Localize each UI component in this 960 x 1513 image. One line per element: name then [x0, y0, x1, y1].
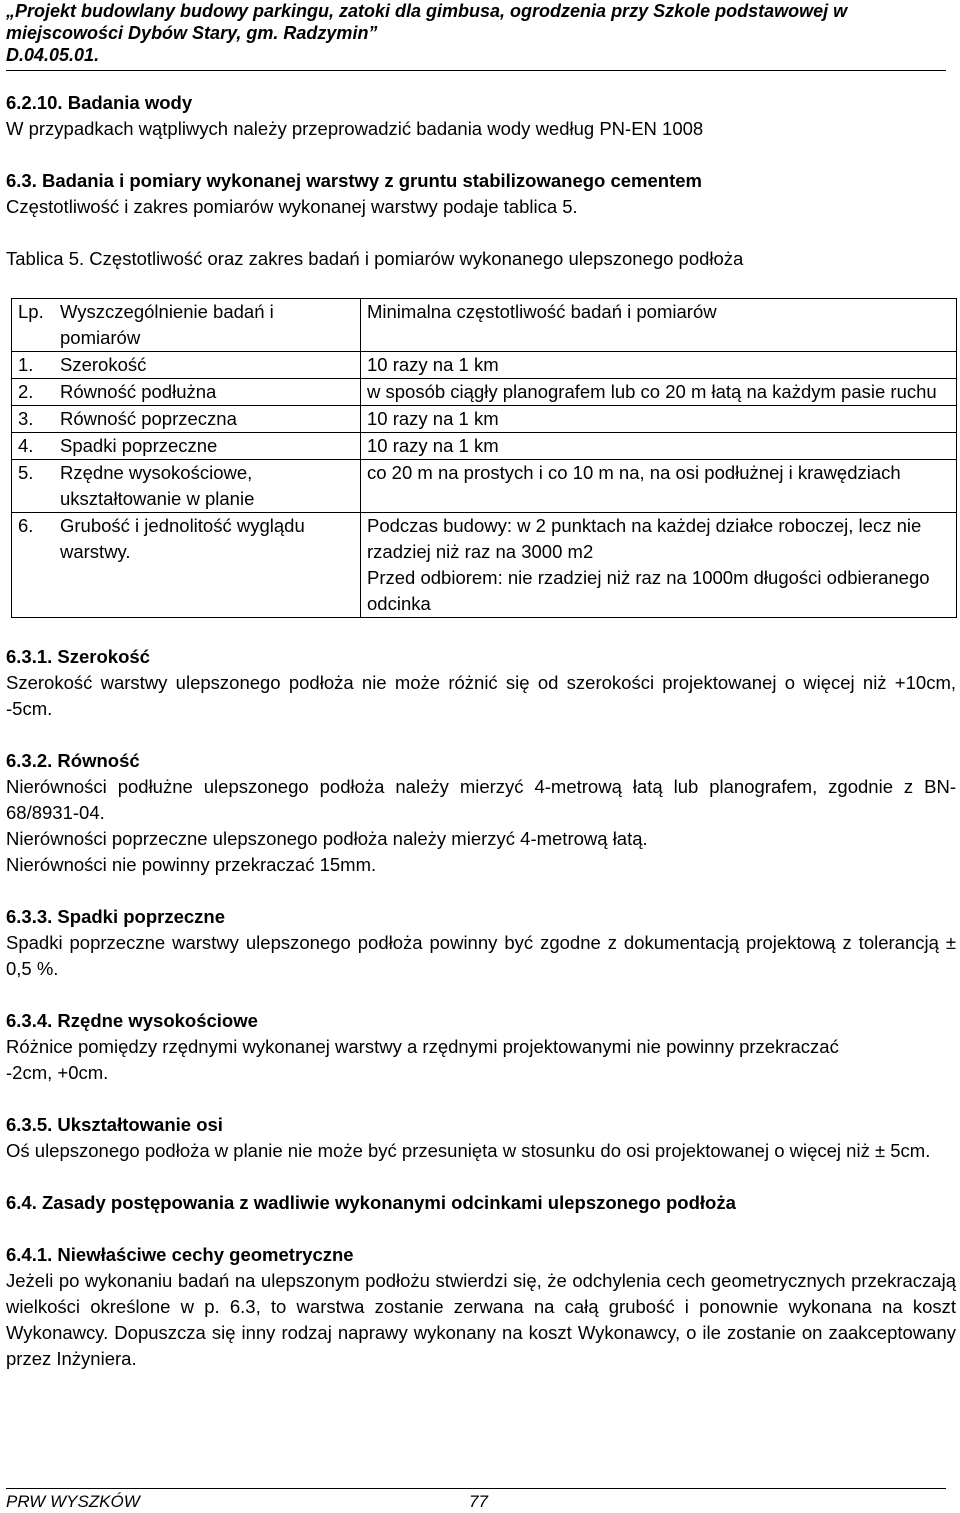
table-row	[12, 460, 957, 513]
table-header-row	[12, 299, 957, 352]
header-frequency: Minimalna częstotliwość badań i pomiarów	[361, 299, 957, 352]
row-frequency	[361, 513, 957, 618]
row-name: Grubość i jednolitość wyglądu warstwy.	[60, 513, 361, 618]
table-row	[12, 433, 957, 460]
table-row	[12, 513, 957, 618]
row-frequency: w sposób ciągły planografem lub co 20 m łatą na każdym pasie ruchu	[361, 379, 957, 406]
footer-label: PRW WYSZKÓW	[6, 1492, 140, 1511]
table-row	[12, 379, 957, 406]
row-name: Równość poprzeczna	[60, 406, 361, 433]
row-lp: 3.	[12, 406, 61, 433]
section-text-6-3-1: Szerokość warstwy ulepszonego podłoża nie może różnić się od szerokości projektowanej o więcej niż +10cm, -5cm.	[6, 672, 956, 719]
section-heading-6-3-1: 6.3.1. Szerokość	[6, 646, 150, 667]
header-name: Wyszczególnienie badań i pomiarów	[60, 299, 361, 352]
row-lp: 5.	[12, 460, 61, 513]
table-caption: Tablica 5. Częstotliwość oraz zakres badań i pomiarów wykonanego ulepszonego podłoża	[6, 248, 744, 269]
row-frequency-acceptance: Przed odbiorem: nie rzadziej niż raz na 1000m długości odbieranego odcinka	[367, 567, 930, 614]
row-name: Szerokość	[60, 352, 361, 379]
header-lp: Lp.	[12, 299, 61, 352]
page-header	[6, 0, 946, 71]
section-text-6-3-2-b: Nierówności poprzeczne ulepszonego podłoża należy mierzyć 4-metrową łatą.	[6, 828, 648, 849]
section-text-6-3-4-b: -2cm, +0cm.	[6, 1062, 109, 1083]
section-heading-6-2-10: 6.2.10. Badania wody	[6, 92, 193, 113]
measurement-frequency-table	[11, 298, 957, 618]
row-frequency: 10 razy na 1 km	[361, 433, 957, 460]
header-project-line-2: miejscowości Dybów Stary, gm. Radzymin”	[6, 23, 378, 43]
page-number: 77	[469, 1492, 488, 1511]
section-heading-6-3-3: 6.3.3. Spadki poprzeczne	[6, 906, 225, 927]
section-heading-6-3: 6.3. Badania i pomiary wykonanej warstwy z gruntu stabilizowanego cementem	[6, 170, 702, 191]
table-row	[12, 406, 957, 433]
section-text-6-3: Częstotliwość i zakres pomiarów wykonanej warstwy podaje tablica 5.	[6, 196, 578, 217]
row-frequency-construction: Podczas budowy: w 2 punktach na każdej działce roboczej, lecz nie rzadziej niż raz na 3000 m2	[367, 515, 922, 562]
section-text-6-4-1: Jeżeli po wykonaniu badań na ulepszonym podłożu stwierdzi się, że odchylenia cech geometrycznych przekraczają wielkości określone w p. 6.3, to warstwa zostanie zerwana na całą grubość i ponownie wykonana na koszt Wykonawcy. Dopuszcza się inny rodzaj naprawy wykonany na koszt Wykonawcy, o ile zostanie on zaakceptowany przez Inżyniera.	[6, 1270, 956, 1369]
section-heading-6-4-1: 6.4.1. Niewłaściwe cechy geometryczne	[6, 1244, 354, 1265]
section-text-6-2-10: W przypadkach wątpliwych należy przeprowadzić badania wody według PN-EN 1008	[6, 118, 704, 139]
section-text-6-3-2-a: Nierówności podłużne ulepszonego podłoża należy mierzyć 4-metrową łatą lub planografem, zgodnie z BN-68/8931-04.	[6, 776, 956, 823]
row-lp: 1.	[12, 352, 61, 379]
section-heading-6-3-4: 6.3.4. Rzędne wysokościowe	[6, 1010, 258, 1031]
row-frequency: co 20 m na prostych i co 10 m na, na osi podłużnej i krawędziach	[361, 460, 957, 513]
row-frequency: 10 razy na 1 km	[361, 406, 957, 433]
section-text-6-3-4-a: Różnice pomiędzy rzędnymi wykonanej warstwy a rzędnymi projektowanymi nie powinny przekraczać	[6, 1036, 839, 1057]
page-footer	[6, 1488, 946, 1513]
header-project-line-1: „Projekt budowlany budowy parkingu, zatoki dla gimbusa, ogrodzenia przy Szkole podstawowej w	[6, 1, 848, 21]
section-text-6-3-3: Spadki poprzeczne warstwy ulepszonego podłoża powinny być zgodne z dokumentacją projektową z tolerancją ± 0,5 %.	[6, 932, 956, 979]
section-heading-6-4: 6.4. Zasady postępowania z wadliwie wykonanymi odcinkami ulepszonego podłoża	[6, 1192, 736, 1213]
section-heading-6-3-2: 6.3.2. Równość	[6, 750, 140, 771]
row-lp: 6.	[12, 513, 61, 618]
row-frequency: 10 razy na 1 km	[361, 352, 957, 379]
section-heading-6-3-5: 6.3.5. Ukształtowanie osi	[6, 1114, 223, 1135]
document-body	[6, 90, 956, 1372]
row-lp: 4.	[12, 433, 61, 460]
section-text-6-3-5: Oś ulepszonego podłoża w planie nie może być przesunięta w stosunku do osi projektowanej o więcej niż ± 5cm.	[6, 1140, 931, 1161]
header-spec-code: D.04.05.01.	[6, 45, 100, 65]
row-name: Spadki poprzeczne	[60, 433, 361, 460]
row-name: Równość podłużna	[60, 379, 361, 406]
row-lp: 2.	[12, 379, 61, 406]
table-row	[12, 352, 957, 379]
row-name: Rzędne wysokościowe, ukształtowanie w planie	[60, 460, 361, 513]
section-text-6-3-2-c: Nierówności nie powinny przekraczać 15mm.	[6, 854, 377, 875]
